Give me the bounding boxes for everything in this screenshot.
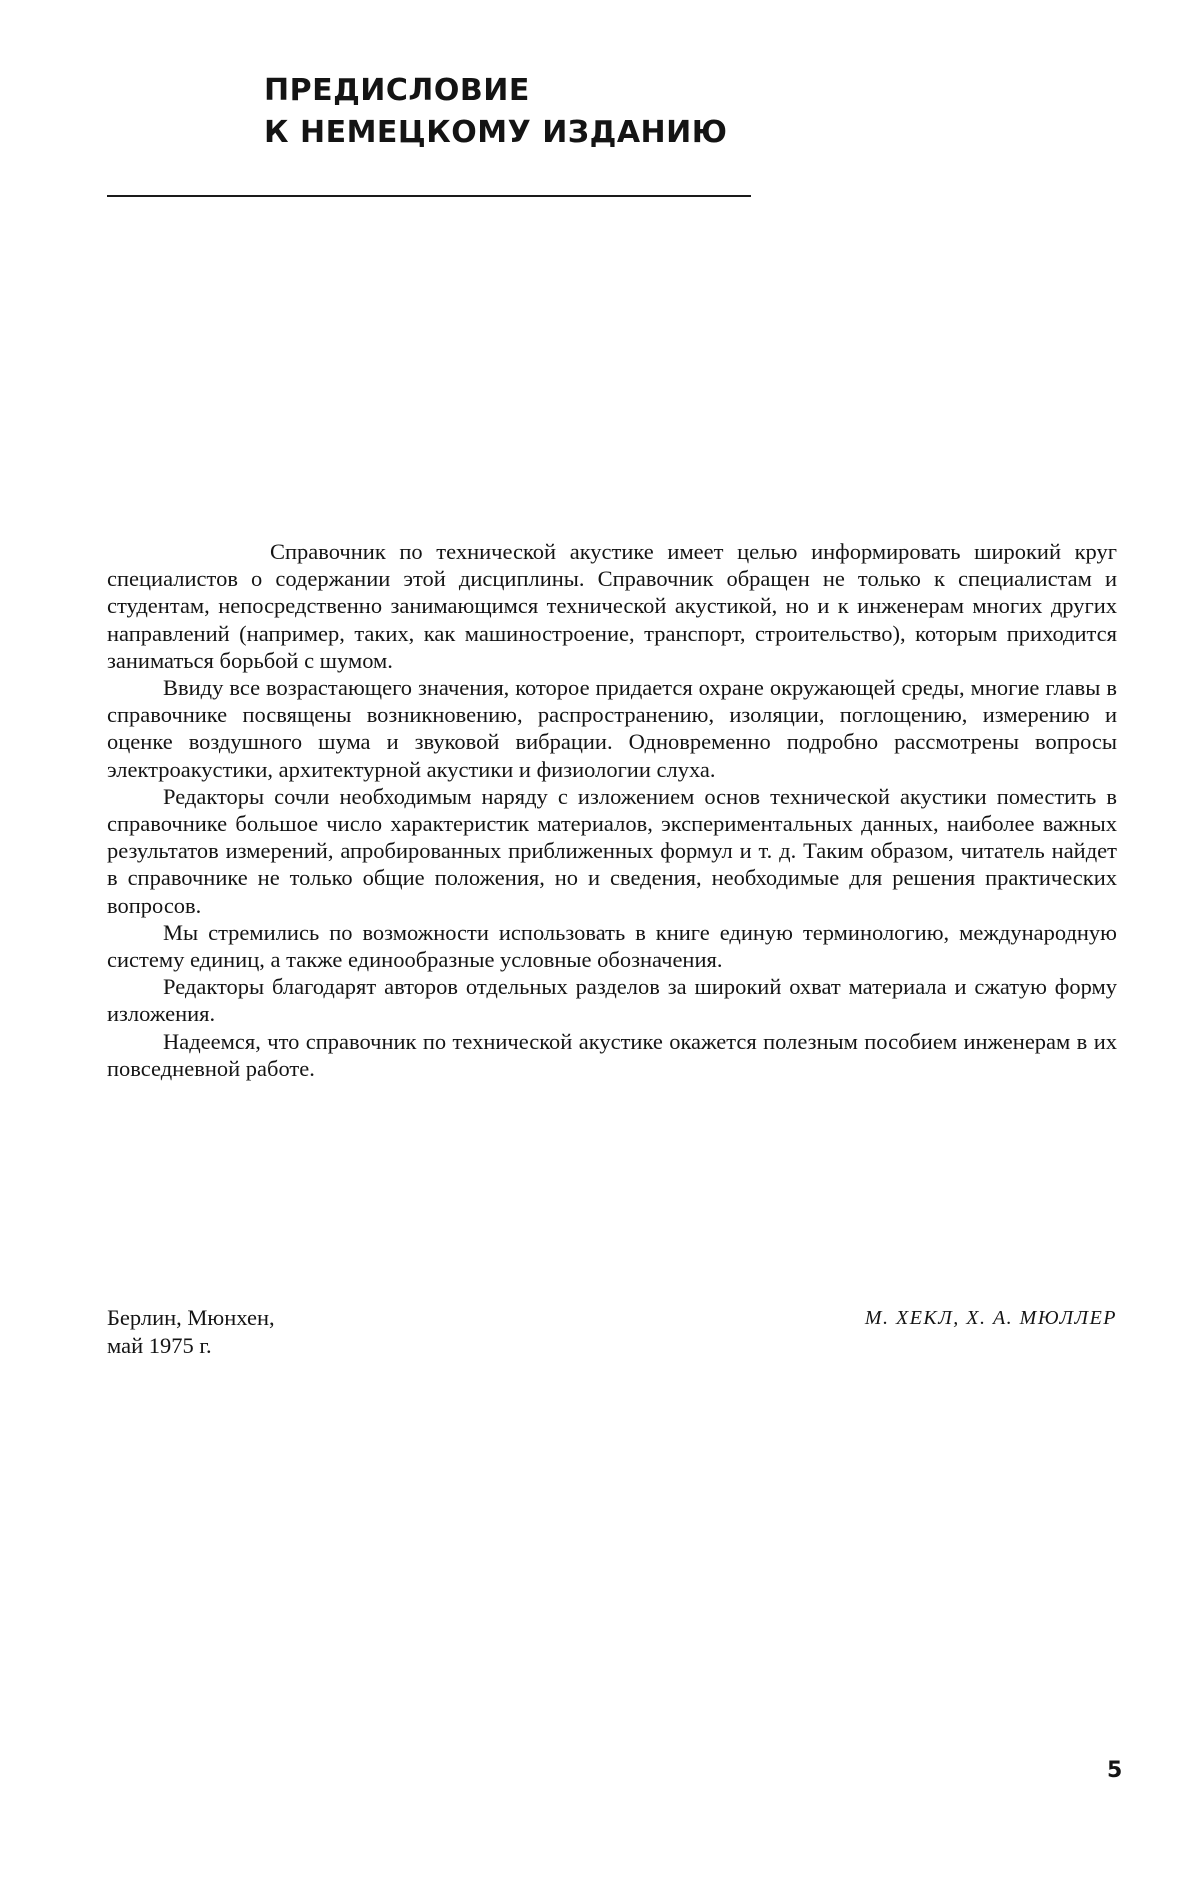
preface-title-line-1: ПРЕДИСЛОВИЕ bbox=[264, 73, 530, 108]
paragraph-4: Мы стремились по возможности использовать в книге единую терминологию, международную систему единиц, а также единообразные условные обозначения. bbox=[107, 919, 1117, 973]
preface-body bbox=[107, 538, 1117, 1082]
paragraph-3: Редакторы сочли необходимым наряду с изложением основ технической акустики поместить в справочнике большое число характеристик материалов, экспериментальных данных, наиболее важных результатов измерений, апробированных приближенных формул и т. д. Таким образом, читатель найдет в справочнике не только общие положения, но и сведения, необходимые для решения практических вопросов. bbox=[107, 783, 1117, 918]
paragraph-5: Редакторы благодарят авторов отдельных разделов за широкий охват материала и сжатую форму изложения. bbox=[107, 974, 1117, 1027]
page-number: 5 bbox=[1107, 1758, 1123, 1783]
place-and-date bbox=[107, 1304, 275, 1360]
date-line: май 1975 г. bbox=[107, 1333, 212, 1358]
preface-title-line-2: К НЕМЕЦКОМУ ИЗДАНИЮ bbox=[264, 115, 728, 150]
paragraph-1: Справочник по технической акустике имеет целью информировать широкий круг специалистов о содержании этой дисциплины. Справочник обращен не только к специалистам и студентам, непосредственно занимающимся технической акустикой, но и к инженерам многих других направлений (например, таких, как машиностроение, транспорт, строительство), которым приходится заниматься борьбой с шумом. bbox=[107, 539, 1117, 673]
paragraph-6: Надеемся, что справочник по технической акустике окажется полезным пособием инженерам в их повседневной работе. bbox=[107, 1028, 1117, 1081]
title-underline-rule bbox=[107, 195, 751, 197]
authors-signature: М. ХЕКЛ, Х. А. МЮЛЛЕР bbox=[864, 1307, 1117, 1329]
paragraph-2: Ввиду все возрастающего значения, которое придается охране окружающей среды, многие главы в справочнике посвящены возникновению, распространению, изоляции, поглощению, измерению и оценке воздушного шума и звуковой вибрации. Одновременно подробно рассмотрены вопросы электроакустики, архитектурной акустики и физиологии слуха. bbox=[107, 675, 1117, 782]
preface-title bbox=[264, 70, 727, 154]
place-line: Берлин, Мюнхен, bbox=[107, 1305, 275, 1330]
